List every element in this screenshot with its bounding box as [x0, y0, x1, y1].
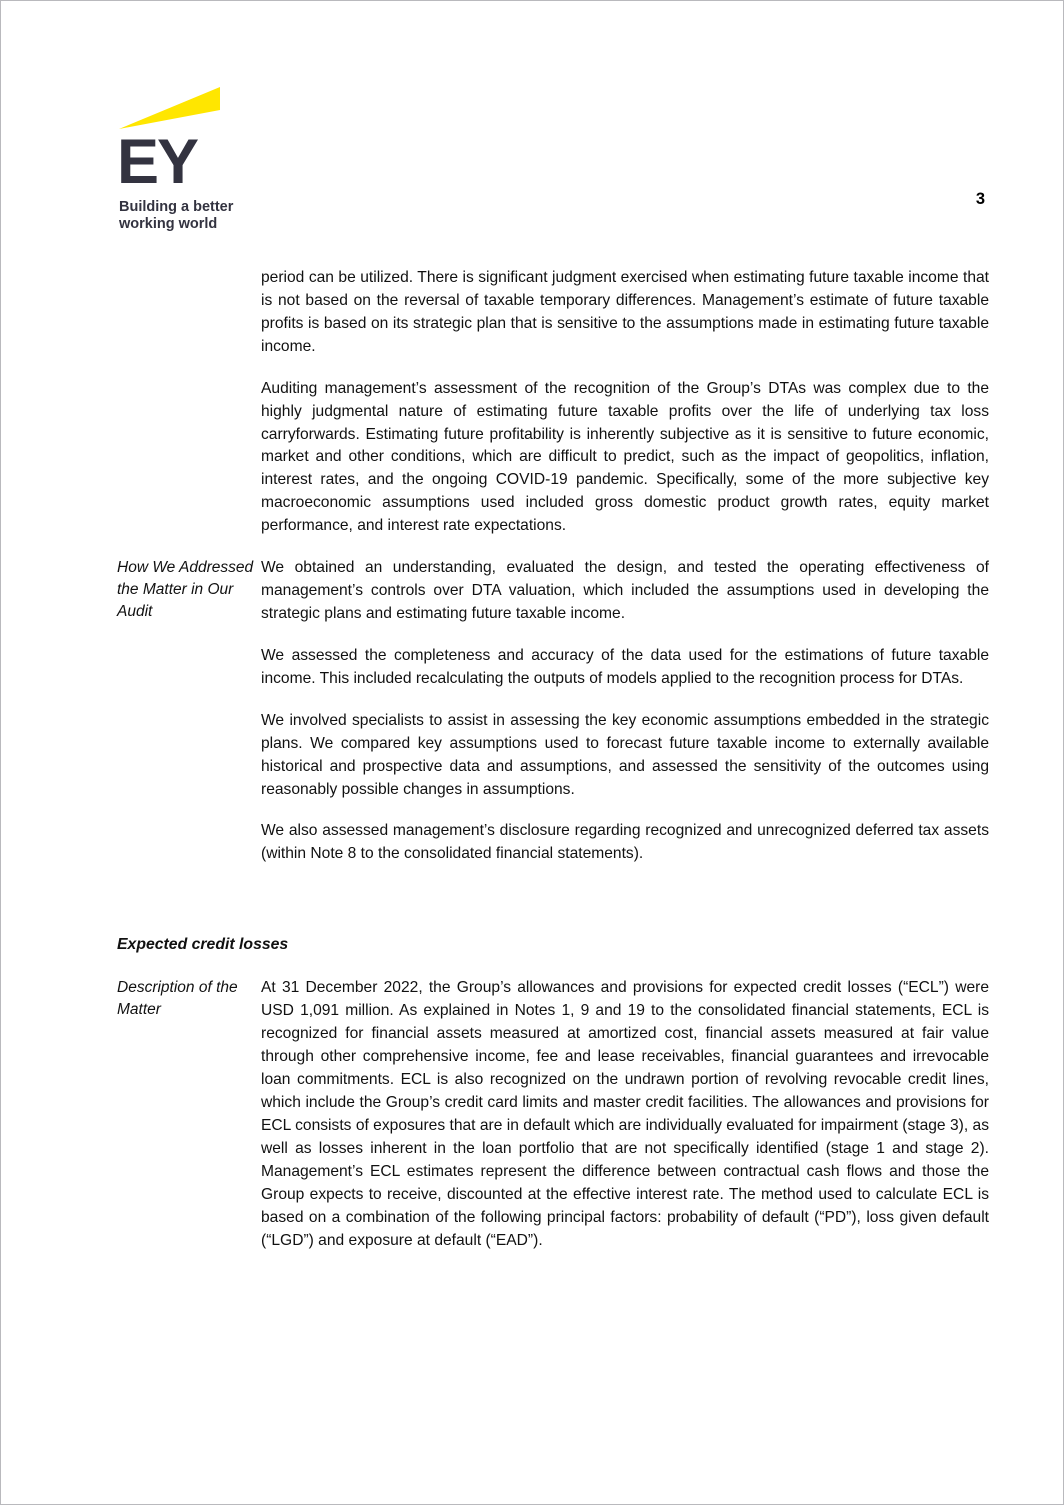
section-dta-description-continued: [117, 267, 989, 538]
spacer: [117, 866, 989, 934]
paragraph: period can be utilized. There is significant judgment exercised when estimating future taxable income that is not based on the reversal of taxable temporary differences. Management’s estimate of future taxable profits is based on its strategic plan that is sensitive to the assumptions made in estimating future taxable income.: [261, 269, 989, 355]
page-content: [117, 267, 989, 1252]
paragraph: We obtained an understanding, evaluated the design, and tested the operating effectiveness of management’s controls over DTA valuation, which included the assumptions used in developing the strategic plans and estimating future taxable income.: [261, 559, 989, 622]
ey-tagline: Building a better working world: [119, 199, 234, 232]
section-ecl-description: [117, 977, 989, 1252]
page-number: 3: [975, 190, 985, 208]
spacer: [117, 956, 989, 977]
paragraph: We assessed the completeness and accuracy of the data used for the estimations of future taxable income. This included recalculating the outputs of models applied to the recognition process for DTAs.: [261, 646, 989, 687]
paragraph: At 31 December 2022, the Group’s allowances and provisions for expected credit losses (“ECL”) were USD 1,091 million. As explained in Notes 1, 9 and 19 to the consolidated financial statements, ECL is recognized for financial assets measured at amortized cost, financial assets measured at fair value through other comprehensive income, fee and lease receivables, financial guarantees and irrevocable loan commitments. ECL is also recognized on the undrawn portion of revolving revocable credit lines, which include the Group’s credit card limits and master credit facilities. The allowances and provisions for ECL consists of exposures that are in default which are individually evaluated for impairment (stage 3), as well as losses inherent in the loan portfolio that are not specifically identified (stage 1 and stage 2). Management’s ECL estimates represent the difference between contractual cash flows and those the Group expects to receive, discounted at the effective interest rate. The method used to calculate ECL is based on a combination of the following principal factors: probability of default (“PD”), loss given default (“LGD”) and exposure at default (“EAD”).: [261, 979, 989, 1249]
section-body: [261, 977, 989, 1252]
ey-wordmark: EY: [117, 127, 198, 197]
spacer: [117, 538, 989, 557]
section-label-description-of-the-matter: Description of the Matter: [117, 979, 238, 1019]
section-how-we-addressed: [117, 557, 989, 866]
ey-logo: [119, 87, 319, 232]
heading-expected-credit-losses: Expected credit losses: [117, 936, 289, 954]
section-body: [261, 557, 989, 866]
ey-beam-icon: [119, 87, 223, 131]
section-body: [261, 267, 989, 538]
section-label-how-we-addressed: How We Addressed the Matter in Our Audit: [117, 559, 254, 621]
paragraph: Auditing management’s assessment of the recognition of the Group’s DTAs was complex due to the highly judgmental nature of estimating future taxable profits over the life of underlying tax loss carryforwards. Estimating future profitability is inherently subjective as it is sensitive to future economic, market and other conditions, which are difficult to predict, such as the impact of geopolitics, inflation, interest rates, and the ongoing COVID-19 pandemic. Specifically, some of the more subjective key macroeconomic assumptions used included gross domestic product growth rates, equity market performance, and interest rate expectations.: [261, 379, 989, 535]
paragraph: We involved specialists to assist in assessing the key economic assumptions embedded in the strategic plans. We compared key assumptions used to forecast future taxable income to externally available historical and prospective data and assumptions, and assessed the sensitivity of the outcomes using reasonably possible changes in assumptions.: [261, 711, 989, 798]
paragraph: We also assessed management’s disclosure regarding recognized and unrecognized deferred tax assets (within Note 8 to the consolidated financial statements).: [261, 822, 989, 863]
